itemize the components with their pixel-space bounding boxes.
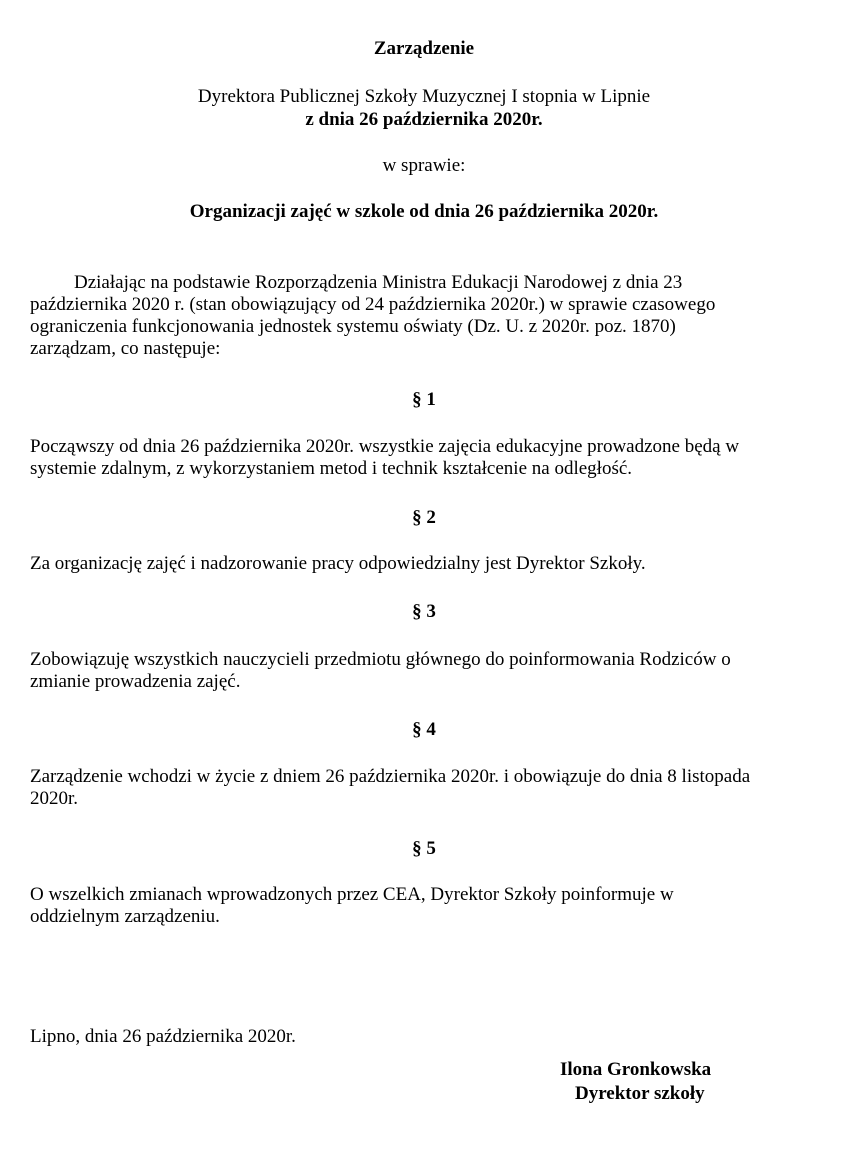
- section-heading-2: § 2: [412, 507, 436, 528]
- section-line: Zarządzenie wchodzi w życie z dniem 26 października 2020r. i obowiązuje do dnia 8 listopada: [30, 766, 751, 787]
- document-subject: Organizacji zajęć w szkole od dnia 26 października 2020r.: [189, 201, 659, 222]
- section-heading-5: § 5: [412, 838, 436, 859]
- signatory-name: Ilona Gronkowska: [560, 1059, 712, 1080]
- in-matter-label: w sprawie:: [382, 155, 466, 176]
- document-date: z dnia 26 października 2020r.: [305, 109, 543, 130]
- section-line: oddzielnym zarządzeniu.: [30, 906, 220, 927]
- section-line: Począwszy od dnia 26 października 2020r. wszystkie zajęcia edukacyjne prowadzone będą w: [30, 436, 740, 457]
- section-body-4: [30, 766, 830, 810]
- signatory-title: Dyrektor szkoły: [575, 1083, 705, 1104]
- document-issuer: Dyrektora Publicznej Szkoły Muzycznej I stopnia w Lipnie: [197, 86, 651, 107]
- section-heading-1: § 1: [412, 389, 436, 410]
- section-heading-4: § 4: [412, 719, 436, 740]
- document-title: Zarządzenie: [373, 38, 475, 59]
- place-and-date: Lipno, dnia 26 października 2020r.: [30, 1026, 296, 1047]
- section-heading-3: § 3: [412, 601, 436, 622]
- section-body-1: [30, 436, 830, 480]
- preamble-paragraph: [30, 272, 830, 360]
- section-line: systemie zdalnym, z wykorzystaniem metod i technik kształcenie na odległość.: [30, 458, 633, 479]
- preamble-line: października 2020 r. (stan obowiązujący od 24 października 2020r.) w sprawie czasowego: [30, 294, 716, 315]
- section-line: Zobowiązuję wszystkich nauczycieli przedmiotu głównego do poinformowania Rodziców o: [30, 649, 731, 670]
- section-line: O wszelkich zmianach wprowadzonych przez CEA, Dyrektor Szkoły poinformuje w: [30, 884, 674, 905]
- section-line: zmianie prowadzenia zajęć.: [30, 671, 241, 692]
- preamble-line: ograniczenia funkcjonowania jednostek systemu oświaty (Dz. U. z 2020r. poz. 1870): [30, 316, 676, 337]
- section-body-3: [30, 649, 830, 693]
- section-body-2: [30, 553, 830, 575]
- preamble-line: Działając na podstawie Rozporządzenia Ministra Edukacji Narodowej z dnia 23: [74, 272, 683, 293]
- section-line: Za organizację zajęć i nadzorowanie pracy odpowiedzialny jest Dyrektor Szkoły.: [30, 553, 646, 574]
- section-body-5: [30, 884, 830, 928]
- section-line: 2020r.: [30, 788, 79, 809]
- preamble-line: zarządzam, co następuje:: [30, 338, 221, 359]
